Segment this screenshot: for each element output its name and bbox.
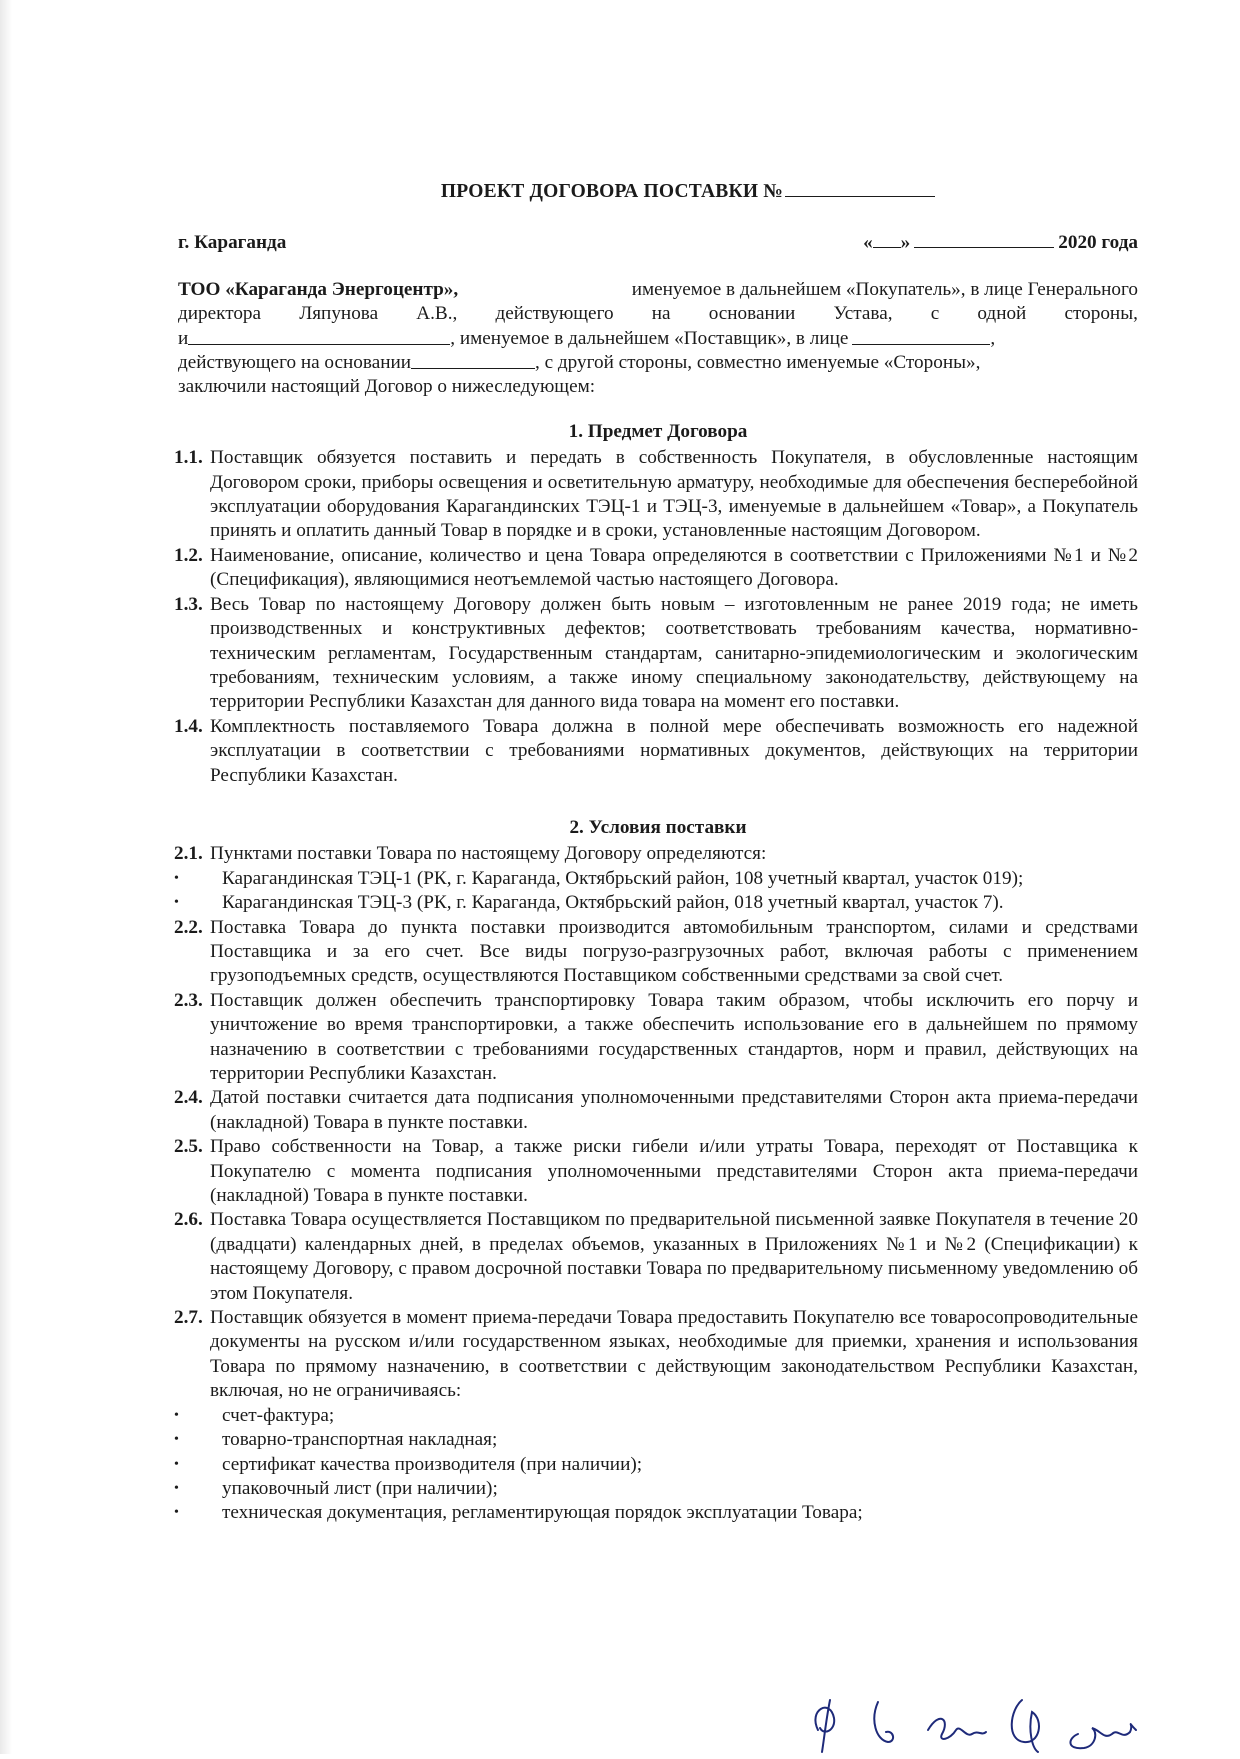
preamble-comma: ,: [990, 327, 996, 349]
bullet-icon: •: [174, 895, 179, 911]
clause-text: Право собственности на Товар, а также риски гибели и/или утраты Товара, переходят от Поставщика к Покупателю с момента подписания уполномоченными представителями Сторон акта приема-передачи (накладной) Товара в пункте поставки.: [210, 1136, 1138, 1207]
preamble-and: и: [178, 327, 189, 349]
clause-1-1: [174, 446, 1138, 544]
list-item-text: товарно-транспортная накладная;: [222, 1429, 498, 1451]
clause-text: Поставка Товара осуществляется Поставщиком по предварительной письменной заявке Покупателя в течение 20 (двадцати) календарных дней, в пределах объемов, указанных в Приложениях №1 и №2 (Спецификации) к настоящему Договору, с правом досрочной поставки Товара по предварительному письменному уведомлению об этом Покупателя.: [210, 1209, 1138, 1304]
preamble-text-4a: действующего на основании: [178, 352, 412, 374]
clause-text: Поставщик должен обеспечить транспортировку Товара таким образом, чтобы исключить его порчу и уничтожение во время транспортировки, а также обеспечить использование его в дальнейшем по прямому назначению в соответствии с требованиями государственных стандартов, норм и правил, действующих на территории Республики Казахстан.: [210, 989, 1138, 1084]
list-item-text: счет-фактура;: [222, 1404, 335, 1426]
preamble-word: на: [651, 303, 671, 325]
preamble-word: основании: [708, 303, 796, 325]
contract-number-blank: [785, 178, 935, 197]
clause-text: Датой поставки считается дата подписания уполномоченными представителями Сторон акта приема-передачи (накладной) Товара в пункте поставки.: [210, 1087, 1138, 1133]
clause-number: 2.4.: [174, 1087, 203, 1109]
document-title-text: ПРОЕКТ ДОГОВОРА ПОСТАВКИ №: [440, 181, 784, 202]
clause-1-3: [174, 593, 1138, 715]
preamble-word: директора: [178, 303, 262, 325]
document-list-item: [174, 1477, 1138, 1501]
section-2-items: [174, 916, 1138, 1404]
signature-stroke-2: [874, 1702, 893, 1742]
document-list-item: [174, 1428, 1138, 1452]
clause-text: Комплектность поставляемого Товара должна в полной мере обеспечивать возможность его надежной эксплуатации в соответствии с требованиями нормативных документов, действующих на территории Республики Казахстан.: [210, 715, 1138, 786]
preamble-word: стороны,: [1064, 303, 1138, 325]
delivery-points-list: [174, 867, 1138, 916]
scan-edge-shadow: [0, 0, 12, 1754]
list-item-text: упаковочный лист (при наличии);: [222, 1477, 498, 1499]
document-list-item: [174, 1404, 1138, 1428]
signature-stroke-4: [1012, 1700, 1039, 1752]
clause-2-2: [174, 916, 1138, 989]
clause-number: 2.2.: [174, 916, 203, 938]
preamble: [178, 278, 1138, 400]
preamble-line-5: заключили настоящий Договор о нижеследующем:: [178, 376, 596, 398]
clause-text: Поставщик обязуется в момент приема-передачи Товара предоставить Покупателю все товаросопроводительные документы на русском и/или государственном языках, необходимые для приемки, хранения и использования Товара по прямому назначению, в соответствии с действующим законодательством Республики Казахстан, включая, но не ограничиваясь:: [210, 1307, 1138, 1402]
contract-date: [863, 231, 1138, 255]
clause-text: Весь Товар по настоящему Договору должен быть новым – изготовленным не ранее 2019 года; не иметь производственных и конструктивных дефектов; соответствовать требованиям качества, нормативно-техническим регламентам, Государственным стандартам, санитарно-эпидемиологическим и экологическим требованиям, техническим условиям, а также иному специальному законодательству, действующему на территории Республики Казахстан для данного вида товара на момент его поставки.: [210, 593, 1138, 713]
preamble-text-1: именуемое в дальнейшем «Покупатель», в лице Генерального: [631, 278, 1138, 300]
clause-number: 2.5.: [174, 1136, 203, 1158]
preamble-word: Ляпунова: [299, 303, 379, 325]
preamble-line-2: [178, 302, 1138, 326]
bullet-icon: •: [174, 1407, 179, 1423]
bullet-icon: •: [174, 1456, 179, 1472]
clause-2-4: [174, 1086, 1138, 1135]
clause-text: Пунктами поставки Товара по настоящему Договору определяются:: [210, 843, 767, 865]
clause-number: 2.6.: [174, 1209, 203, 1231]
clause-2-3: [174, 989, 1138, 1087]
preamble-word: одной: [977, 303, 1027, 325]
clause-2-7: [174, 1306, 1138, 1404]
date-year: 2020 года: [1058, 232, 1138, 254]
bullet-icon: •: [174, 1480, 179, 1496]
month-blank: [914, 231, 1054, 248]
list-item-text: сертификат качества производителя (при наличии);: [222, 1453, 643, 1475]
city: г. Караганда: [178, 232, 287, 254]
preamble-text-3: , именуемое в дальнейшем «Поставщик», в лице: [450, 327, 849, 349]
list-item-text: Карагандинская ТЭЦ-3 (РК, г. Караганда, Октябрьский район, 018 учетный квартал, участок 7).: [222, 892, 1004, 914]
signature-stroke-1: [815, 1700, 834, 1752]
preamble-line-4: [178, 351, 1138, 375]
preamble-line-1: [178, 278, 1138, 302]
supplier-representative-blank: [852, 327, 990, 345]
date-close-quote: »: [900, 232, 911, 254]
clause-text: Наименование, описание, количество и цена Товара определяются в соответствии с Приложениями №1 и №2 (Спецификация), являющимися неотъемлемой частью настоящего Договора.: [210, 544, 1138, 591]
city-date-row: [178, 231, 1138, 255]
preamble-word: действующего: [495, 303, 614, 325]
document-title: [238, 178, 1138, 204]
supplier-name-blank: [188, 327, 450, 345]
buyer-name: ТОО «Караганда Энергоцентр»,: [178, 278, 459, 300]
documents-list: [174, 1404, 1138, 1526]
supplier-basis-blank: [411, 351, 535, 369]
preamble-line-3: [178, 327, 1138, 351]
clause-number: 1.4.: [174, 715, 203, 737]
section-1-items: [174, 446, 1138, 788]
contract-body: [174, 178, 1138, 1526]
preamble-word: Устава,: [833, 303, 893, 325]
signature-stroke-5: [1070, 1724, 1136, 1748]
clause-text: Поставщик обязуется поставить и передать в собственность Покупателя, в обусловленные настоящим Договором сроки, приборы освещения и осветительную арматуру, необходимые для обеспечения бесперебойной эксплуатации оборудования Карагандинских ТЭЦ-1 и ТЭЦ-3, именуемые в дальнейшем «Товар», а Покупатель принять и оплатить данный Товар в порядке и в сроки, установленные настоящим Договором.: [210, 447, 1138, 542]
clause-2-5: [174, 1135, 1138, 1208]
bullet-icon: •: [174, 1432, 179, 1448]
bullet-icon: •: [174, 1505, 179, 1521]
delivery-point: [174, 867, 1138, 891]
bullet-icon: •: [174, 870, 179, 886]
list-item-text: Карагандинская ТЭЦ-1 (РК, г. Караганда, Октябрьский район, 108 учетный квартал, участок 019);: [222, 867, 1024, 889]
clause-number: 2.7.: [174, 1307, 203, 1329]
preamble-text-4b: , с другой стороны, совместно именуемые «Стороны»,: [535, 352, 981, 374]
preamble-word: с: [930, 303, 940, 325]
day-blank: [873, 231, 901, 248]
clause-number: 1.2.: [174, 544, 203, 566]
preamble-word: А.В.,: [416, 303, 458, 325]
clause-number: 1.3.: [174, 593, 203, 615]
clause-number: 2.1.: [174, 843, 203, 865]
clause-number: 2.3.: [174, 989, 203, 1011]
clause-2-6: [174, 1208, 1138, 1306]
signature-initials: [800, 1690, 1220, 1754]
delivery-point: [174, 891, 1138, 915]
section-1-title: 1. Предмет Договора: [568, 420, 748, 442]
list-item-text: техническая документация, регламентирующая порядок эксплуатации Товара;: [222, 1502, 863, 1524]
date-open-quote: «: [863, 232, 873, 254]
signatures: [800, 1690, 1220, 1754]
signature-stroke-3: [928, 1719, 986, 1739]
section-2-title: 2. Условия поставки: [569, 816, 747, 838]
document-list-item: [174, 1501, 1138, 1525]
clause-text: Поставка Товара до пункта поставки производится автомобильным транспортом, силами и средствами Поставщика и за его счет. Все виды погрузо-разгрузочных работ, включая работы с применением грузоподъемных средств, осуществляются Поставщиком собственными средствами за свой счет.: [210, 916, 1138, 987]
clause-number: 1.1.: [174, 447, 203, 469]
clause-2-1: [174, 842, 1138, 866]
document-list-item: [174, 1453, 1138, 1477]
clause-1-2: [174, 544, 1138, 593]
clause-1-4: [174, 715, 1138, 788]
